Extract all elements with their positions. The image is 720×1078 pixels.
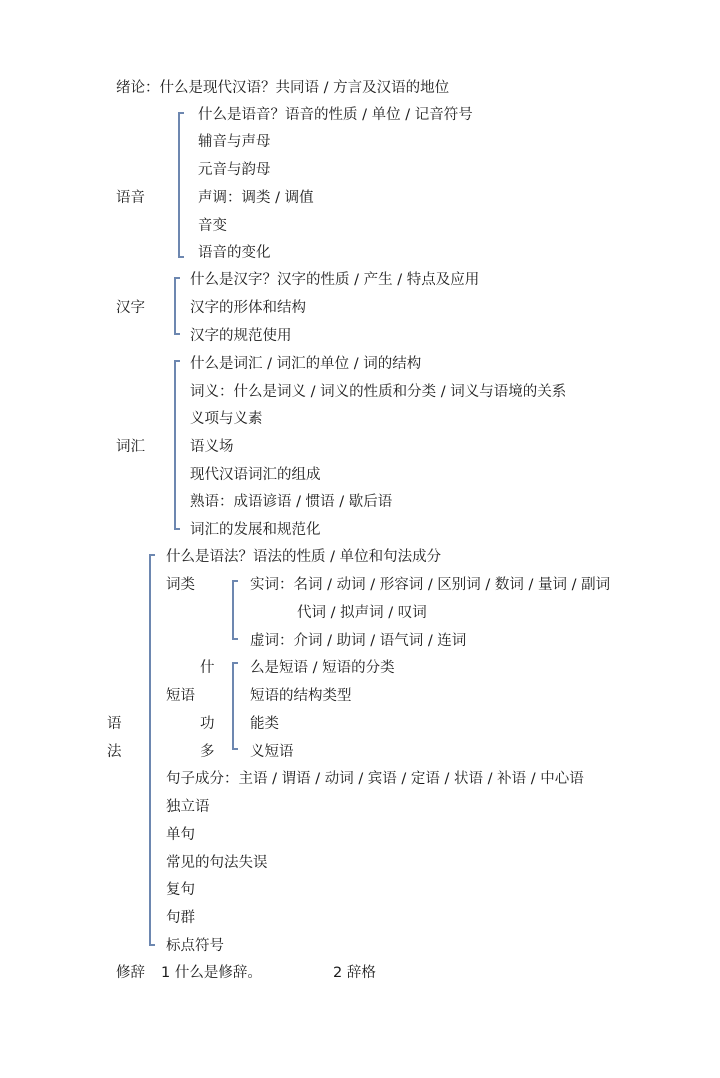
phrase-left-char: 多 [200,744,215,760]
section-label-phonetics: 语音 [116,190,145,206]
phrase-item: 短语的结构类型 [250,688,352,704]
characters-item: 汉字的规范使用 [190,328,292,344]
phonetics-item: 元音与韵母 [198,162,271,178]
word-class-label: 词类 [166,577,195,593]
grammar-item: 句子成分：主语 / 谓语 / 动词 / 宾语 / 定语 / 状语 / 补语 / 中心语 [166,771,584,787]
vocabulary-item: 语义场 [190,439,234,455]
phonetics-item: 语音的变化 [198,245,271,261]
vocabulary-item: 熟语：成语谚语 / 惯语 / 歇后语 [190,494,393,510]
vocabulary-item: 词义：什么是词义 / 词义的性质和分类 / 词义与语境的关系 [190,384,567,400]
section-label-grammar-2: 法 [107,744,122,760]
bracket-characters [174,277,176,335]
section-label-characters: 汉字 [116,300,145,316]
phonetics-item: 什么是语音？语音的性质 / 单位 / 记音符号 [198,107,473,123]
section-label-rhetoric: 修辞 [116,965,145,981]
grammar-item: 句群 [166,910,195,926]
grammar-item: 复句 [166,882,195,898]
bracket-grammar [149,554,151,946]
vocabulary-item: 什么是词汇 / 词汇的单位 / 词的结构 [190,356,422,372]
vocabulary-item: 义项与义素 [190,411,263,427]
content-words: 实词：名词 / 动词 / 形容词 / 区别词 / 数词 / 量词 / 副词 [250,577,611,593]
grammar-item: 单句 [166,827,195,843]
section-label-grammar-1: 语 [107,716,122,732]
vocabulary-item: 词汇的发展和规范化 [190,522,321,538]
rhetoric-item: 1 什么是修辞。 [161,965,262,981]
content-words-cont: 代词 / 拟声词 / 叹词 [297,605,427,621]
phrase-left-char: 功 [200,716,215,732]
grammar-item: 常见的句法失误 [166,855,268,871]
grammar-item: 独立语 [166,799,210,815]
characters-item: 汉字的形体和结构 [190,300,306,316]
vocabulary-item: 现代汉语词汇的组成 [190,467,321,483]
section-label-vocabulary: 词汇 [116,439,145,455]
grammar-item: 标点符号 [166,938,224,954]
characters-item: 什么是汉字？汉字的性质 / 产生 / 特点及应用 [190,272,480,288]
bracket-phrases [232,662,234,750]
phonetics-item: 辅音与声母 [198,134,271,150]
phrases-label: 短语 [166,688,195,704]
rhetoric-item: 2 辞格 [333,965,376,981]
bracket-word-class [232,580,234,640]
phrase-left-char: 什 [200,660,215,676]
phrase-item: 么是短语 / 短语的分类 [250,660,395,676]
grammar-intro: 什么是语法？语法的性质 / 单位和句法成分 [166,549,442,565]
function-words: 虚词：介词 / 助词 / 语气词 / 连词 [250,633,467,649]
phrase-item: 义短语 [250,744,294,760]
phonetics-item: 音变 [198,218,227,234]
phonetics-item: 声调：调类 / 调值 [198,190,314,206]
phrase-item: 能类 [250,716,279,732]
bracket-phonetics [178,112,180,258]
intro-line: 绪论：什么是现代汉语？共同语 / 方言及汉语的地位 [116,80,450,96]
bracket-vocabulary [174,360,176,530]
